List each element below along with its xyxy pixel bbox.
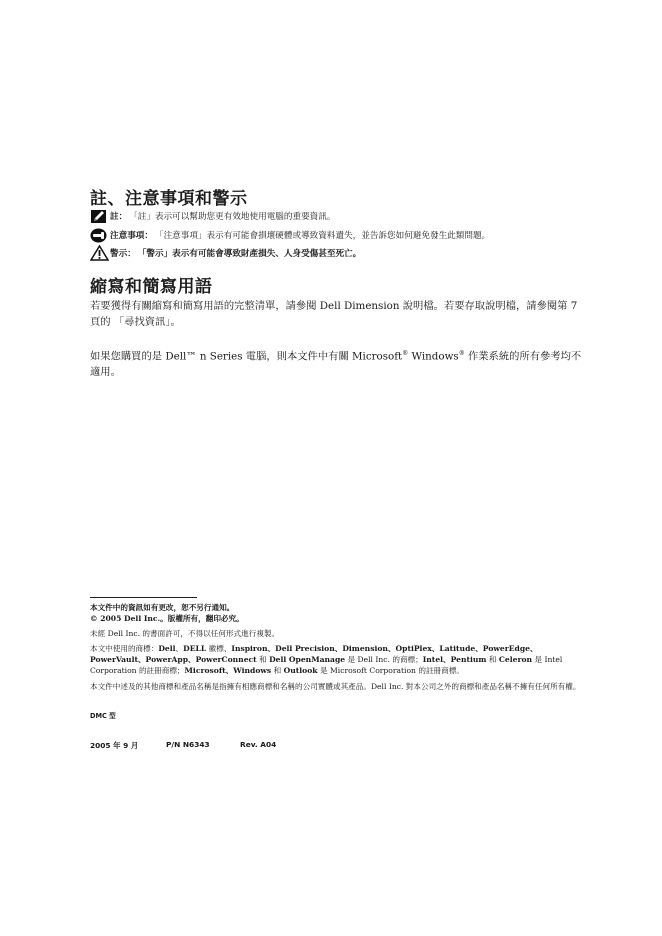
- tm-and: 和: [271, 666, 284, 675]
- legal-change-notice: 本文件中的資訊如有更改，恕不另行通知。: [90, 603, 235, 612]
- n-series-text-b: Windows: [408, 350, 459, 363]
- n-series-text-c: 作業系統的所有參考均不適用。: [90, 350, 582, 379]
- tm-dell: Dell: [158, 644, 176, 653]
- warning-label: 警示：: [110, 249, 136, 259]
- reproduction-notice: 未經 Dell Inc. 的書面許可，不得以任何形式進行複製。: [90, 629, 280, 638]
- tm-owner-microsoft: 是 Microsoft Corporation 的註冊商標。: [317, 666, 464, 675]
- notice-hand-icon: [90, 226, 110, 244]
- model-number: DMC 型: [90, 712, 116, 720]
- tm-dell-logo: DELL: [183, 644, 207, 653]
- tm-outlook: Outlook: [283, 666, 318, 675]
- tm-brand-list: Inspiron、Dell Precision、Dimension、OptiPlex、Latitude、PowerEdge、PowerVault、PowerApp、PowerConnect: [90, 644, 538, 664]
- publication-date: 2005 年 9 月: [90, 741, 139, 750]
- tm-owner-intel: 是 Intel Corporation 的註冊商標；: [90, 655, 563, 675]
- footnote-divider: [90, 597, 197, 598]
- notes-heading: 註、注意事項和警示: [90, 189, 248, 209]
- tm-celeron: Celeron: [498, 655, 533, 664]
- notice-label: 注意事項：: [110, 231, 153, 241]
- n-series-paragraph: [90, 346, 590, 380]
- pencil-note-icon: [90, 207, 110, 225]
- note-label: 註：: [110, 212, 128, 222]
- tm-and: 和: [256, 655, 270, 664]
- notice-text: 「注意事項」表示有可能會損壞硬體或導致資料遺失，並告訴您如何避免發生此類問題。: [154, 231, 491, 241]
- warning-triangle-icon: [90, 244, 110, 262]
- copyright-line: © 2005 Dell Inc.。版權所有，翻印必究。: [90, 614, 244, 623]
- registered-mark: ®: [402, 350, 409, 357]
- tm-logo-word: 徽標、: [206, 644, 232, 653]
- notice-row: [90, 226, 490, 244]
- registered-mark: ®: [458, 350, 465, 357]
- warning-row: [90, 244, 361, 262]
- tm-microsoft-list: Microsoft、Windows: [184, 666, 272, 675]
- n-series-text-a: 如果您購買的是 Dell™ n Series 電腦，則本文件中有關 Microsoft: [90, 350, 403, 363]
- tm-intel-list: Intel、Pentium: [422, 655, 487, 664]
- revision: Rev. A04: [240, 740, 277, 749]
- tm-owner-dell: 是 Dell Inc. 的商標；: [345, 655, 423, 664]
- abbreviations-paragraph: 若要獲得有關縮寫和簡寫用語的完整清單，請參閱 Dell Dimension 說明檔。若要存取說明檔，請參閱第 7 頁的 「尋找資訊」。: [90, 300, 578, 328]
- note-text: 「註」表示可以幫助您更有效地使用電腦的重要資訊。: [129, 212, 336, 222]
- abbreviations-heading: 縮寫和簡寫用語: [90, 277, 213, 297]
- note-row: [90, 207, 335, 225]
- trademark-paragraph: [90, 643, 592, 676]
- warning-text: 「警示」表示有可能會導致財產損失、人身受傷甚至死亡。: [137, 249, 362, 259]
- tm-separator: 、: [175, 644, 184, 653]
- part-number: P/N N6343: [166, 740, 210, 749]
- tm-openmanage: Dell OpenManage: [269, 655, 346, 664]
- tm-and: 和: [486, 655, 499, 664]
- other-trademarks-notice: 本文件中述及的其他商標和產品名稱是指擁有相應商標和名稱的公司實體或其產品。Dell Inc. 對本公司之外的商標和產品名稱不擁有任何所有權。: [90, 682, 581, 691]
- tm-intro: 本文中使用的商標：: [90, 644, 159, 653]
